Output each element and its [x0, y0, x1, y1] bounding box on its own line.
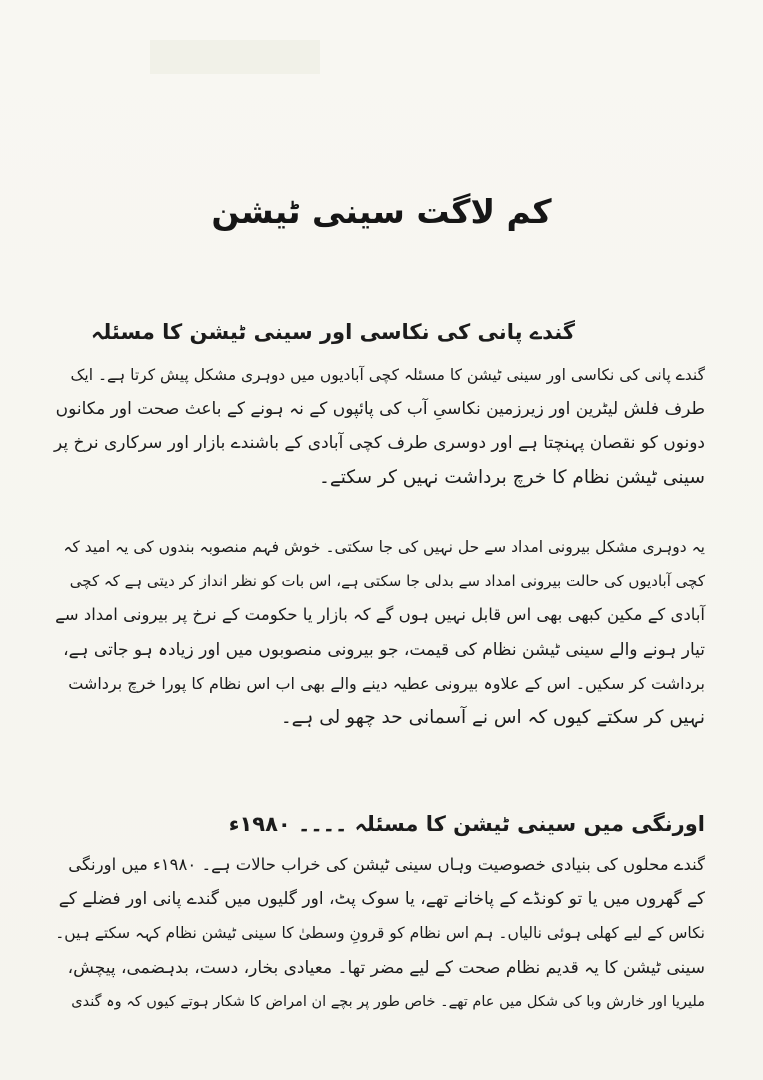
page-title: کم لاگت سینی ٹیشن — [211, 192, 552, 231]
paragraph-external-aid — [55, 530, 705, 735]
paragraph-line: نکاس کے لیے کھلی ہوئی نالیاں۔ ہم اس نظام کو قرونِ وسطیٰ کا سینی ٹیشن نظام کہہ سکتے ہیں۔ — [55, 924, 705, 943]
paragraph-line: گندے محلوں کی بنیادی خصوصیت وہاں سینی ٹیشن کی خراب حالات ہے۔ ۱۹۸۰ء میں اورنگی — [68, 855, 705, 874]
paragraph-line: برداشت کر سکیں۔ اس کے علاوہ بیرونی عطیہ دینے والے بھی اب اس نظام کا پورا خرچ برداشت — [68, 673, 705, 693]
section-heading-sanitation-problem: گندے پانی کی نکاسی اور سینی ٹیشن کا مسئلہ — [91, 320, 575, 344]
paragraph-line: یہ دوہری مشکل بیرونی امداد سے حل نہیں کی جا سکتی۔ خوش فہم منصوبہ بندوں کی یہ امید کہ — [63, 538, 705, 556]
paragraph-line: طرف فلش لیٹرین اور زیرزمین نکاسیِ آب کی پائپوں کے نہ ہونے کے باعث صحت اور مکانوں — [55, 399, 705, 420]
paragraph-line: گندے پانی کی نکاسی اور سینی ٹیشن کا مسئلہ کچی آبادیوں میں دوہری مشکل پیش کرتا ہے۔ ایک — [70, 366, 705, 384]
paragraph-line: سینی ٹیشن نظام کا خرچ برداشت نہیں کر سکتے۔ — [319, 466, 705, 488]
paragraph-line: کے گھروں میں یا تو کونڈے کے پاخانے تھے، یا سوک پٹ، اور گلیوں میں گندے پانی اور فضلے کے — [58, 889, 705, 910]
paragraph-line: نہیں کر سکتے کیوں کہ اس نے آسمانی حد چھو لی ہے۔ — [280, 707, 705, 729]
section-heading-orangi-1980: اورنگی میں سینی ٹیشن کا مسئلہ ۔۔۔۔ ۱۹۸۰ء — [228, 812, 705, 836]
paragraph-line: دونوں کو نقصان پہنچتا ہے اور دوسری طرف کچی آبادی کے باشندے بازار اور سرکاری نرخ پر — [53, 433, 705, 454]
paragraph-line: آبادی کے مکین کبھی بھی اس قابل نہیں ہوں گے کہ بازار یا حکومت کے نرخ پر بیرونی امداد سے — [55, 605, 705, 625]
paragraph-line: سینی ٹیشن کا یہ قدیم نظام صحت کے لیے مضر تھا۔ معیادی بخار، دست، بدہضمی، پیچش، — [67, 957, 705, 978]
paragraph-sanitation-problem — [55, 358, 705, 495]
paragraph-orangi-sanitation — [55, 848, 705, 1019]
scan-mark — [150, 40, 320, 74]
paragraph-line: ملیریا اور خارش وبا کی شکل میں عام تھے۔ خاص طور پر بچے ان امراض کا شکار ہوتے کیوں کہ وہ گندی — [71, 993, 705, 1010]
paragraph-line: تیار ہونے والے سینی ٹیشن نظام کی قیمت، جو بیرونی منصوبوں میں اور زیادہ ہو جاتی ہے، — [63, 639, 705, 660]
paragraph-line: کچی آبادیوں کی حالت بیرونی امداد سے بدلی جا سکتی ہے، اس بات کو نظر انداز کر دیتی ہے کہ کچی — [69, 572, 705, 591]
